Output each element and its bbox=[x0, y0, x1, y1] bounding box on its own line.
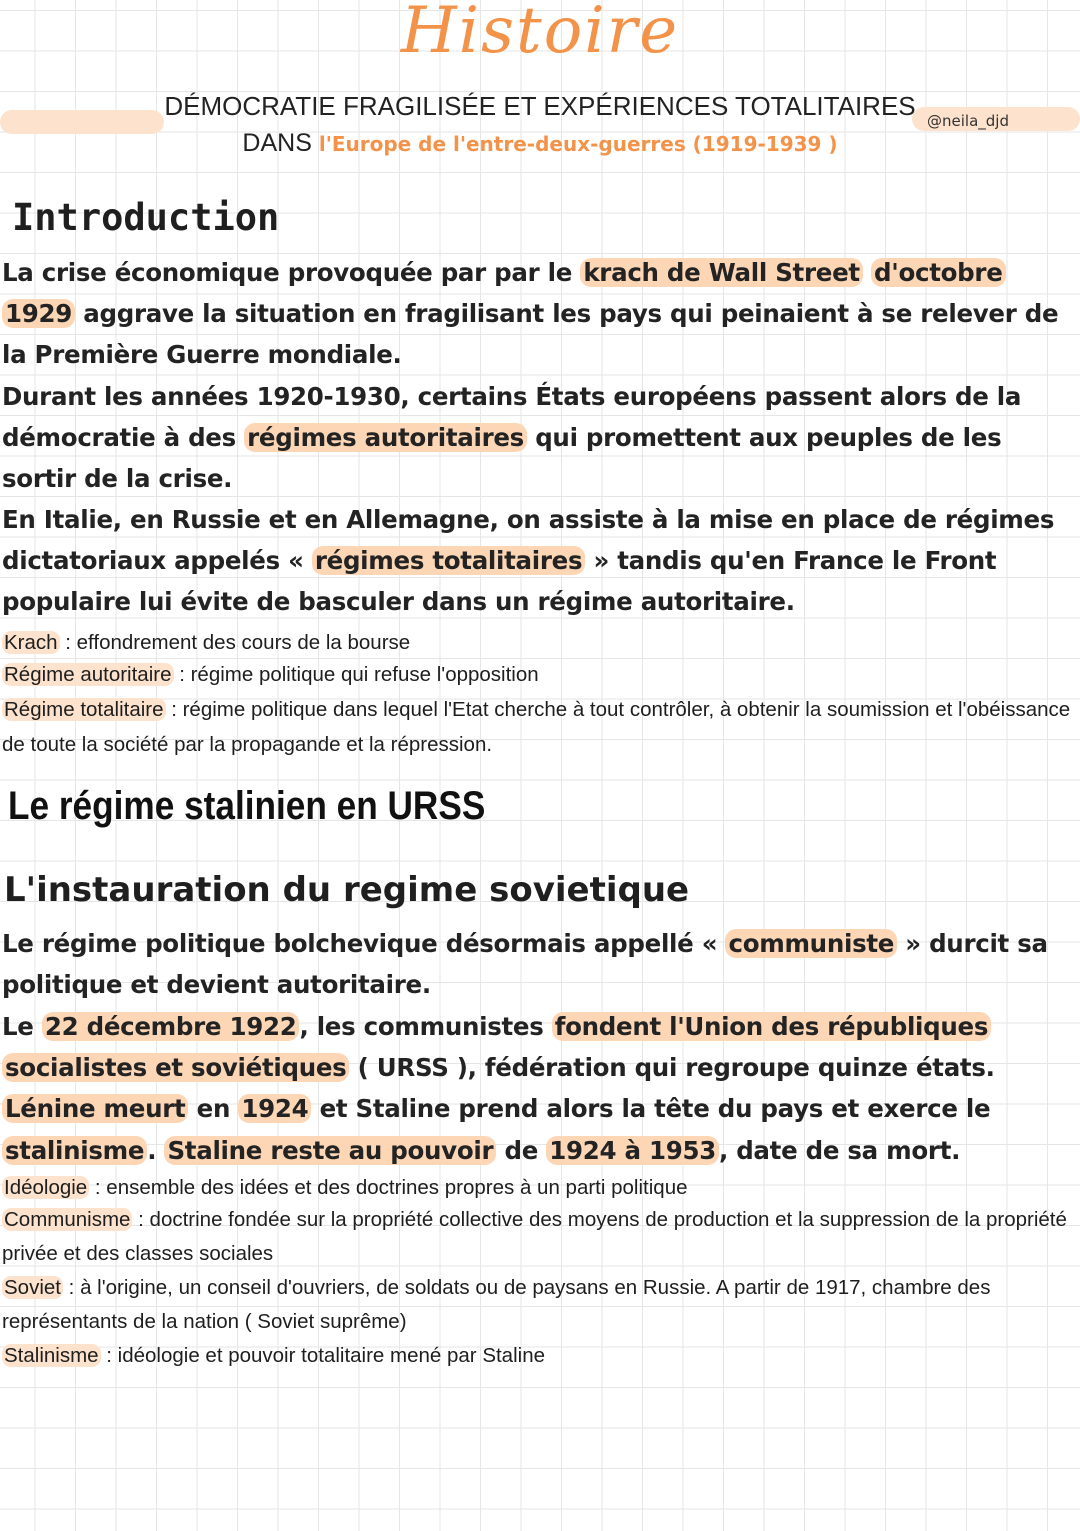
text: . bbox=[147, 1135, 165, 1165]
text: , date de sa mort. bbox=[718, 1135, 961, 1165]
definition-text: : régime politique qui refuse l'opposition bbox=[173, 663, 539, 686]
definition-term: Régime totalitaire bbox=[4, 698, 164, 721]
subtitle-accent: l'Europe de l'entre-deux-guerres (1919-1939 ) bbox=[318, 132, 838, 156]
intro-paragraph-3 bbox=[2, 499, 1077, 623]
definition-text: : à l'origine, un conseil d'ouvriers, de soldats ou de paysans en Russie. A partir de 1917, chambre des représentants de la nation ( Soviet suprême) bbox=[2, 1276, 991, 1333]
intro-paragraph-1 bbox=[2, 252, 1077, 376]
definition-term: Stalinisme bbox=[4, 1344, 99, 1367]
definition-regime-totalitaire bbox=[2, 692, 1072, 762]
highlight: 1924 à 1953 bbox=[546, 1136, 719, 1165]
highlight: 22 décembre 1922 bbox=[42, 1012, 300, 1041]
definition-ideologie bbox=[2, 1172, 1072, 1203]
urss-paragraph-2 bbox=[2, 1006, 1077, 1171]
section-heading-introduction: Introduction bbox=[12, 196, 280, 239]
subtitle-prefix: DANS bbox=[242, 129, 312, 157]
highlight: 1924 bbox=[238, 1094, 311, 1123]
page-title: Histoire bbox=[400, 0, 680, 68]
definition-term: Communisme bbox=[4, 1208, 131, 1231]
text: Durant les années 1920-1930, certains États européens passent alors de la démocratie à des bbox=[2, 382, 1022, 453]
definition-text: : effondrement des cours de la bourse bbox=[59, 631, 411, 654]
intro-paragraph-2 bbox=[2, 376, 1077, 500]
definition-stalinisme bbox=[2, 1339, 1072, 1373]
text: et Staline prend alors la tête du pays et exerce le bbox=[311, 1094, 991, 1124]
definition-krach bbox=[2, 628, 1072, 658]
text: en bbox=[188, 1094, 239, 1124]
highlight: Lénine meurt bbox=[2, 1094, 188, 1123]
definition-term: Krach bbox=[4, 631, 58, 654]
text: En Italie, en Russie et en Allemagne, on assiste à la mise en place de régimes dictatoriaux appelés « bbox=[2, 505, 1055, 576]
text: Le régime politique bolchevique désormais appellé « bbox=[2, 929, 726, 958]
section-heading-urss: Le régime stalinien en URSS bbox=[8, 784, 486, 828]
subtitle-line-2 bbox=[0, 129, 1080, 158]
author-handle: @neila_djd bbox=[927, 112, 1009, 130]
definition-term: Soviet bbox=[4, 1276, 61, 1299]
definition-communisme bbox=[2, 1203, 1072, 1271]
text: qui promettent aux peuples de les sortir de la crise. bbox=[2, 423, 1002, 494]
urss-definitions bbox=[2, 1172, 1072, 1373]
highlight: stalinisme bbox=[2, 1136, 147, 1165]
text: ( URSS ), fédération qui regroupe quinze états. bbox=[349, 1053, 995, 1083]
text: , les communistes bbox=[299, 1012, 552, 1041]
definition-soviet bbox=[2, 1271, 1072, 1339]
definition-text: : idéologie et pouvoir totalitaire mené par Staline bbox=[100, 1344, 545, 1367]
definition-text: : régime politique dans lequel l'Etat cherche à tout contrôler, à obtenir la soumission et l'obéissance de toute la société par la propagande et la répression. bbox=[2, 698, 1071, 756]
highlight: régimes autoritaires bbox=[244, 423, 527, 452]
highlight: krach de Wall Street bbox=[580, 258, 862, 287]
highlight: Staline reste au pouvoir bbox=[164, 1136, 496, 1165]
definition-regime-autoritaire bbox=[2, 658, 1072, 692]
definition-text: : ensemble des idées et des doctrines propres à un parti politique bbox=[89, 1176, 688, 1199]
subtitle-line-1: DÉMOCRATIE FRAGILISÉE ET EXPÉRIENCES TOTALITAIRES bbox=[164, 91, 916, 121]
intro-definitions bbox=[2, 628, 1072, 762]
text: Le bbox=[2, 1012, 42, 1041]
definition-text: : doctrine fondée sur la propriété collective des moyens de production et la suppression de la propriété privée et des classes sociales bbox=[2, 1208, 1067, 1265]
text: » tandis qu'en France le Front populaire lui évite de basculer dans un régime autoritaire. bbox=[2, 546, 997, 617]
text: » durcit sa politique et devient autoritaire. bbox=[2, 929, 1048, 1000]
text: aggrave la situation en fragilisant les pays qui peinaient à se relever de la Première Guerre mondiale. bbox=[2, 299, 1059, 370]
highlight: d'octobre 1929 bbox=[2, 258, 1006, 328]
definition-term: Régime autoritaire bbox=[4, 663, 172, 686]
definition-term: Idéologie bbox=[4, 1176, 88, 1199]
highlight: fondent l'Union des républiques socialistes et soviétiques bbox=[2, 1012, 991, 1082]
urss-paragraph-1 bbox=[2, 923, 1077, 1005]
subsection-heading: L'instauration du regime sovietique bbox=[4, 870, 690, 910]
text: de bbox=[496, 1135, 547, 1165]
text: La crise économique provoquée par par le bbox=[2, 258, 581, 287]
highlight: communiste bbox=[725, 929, 897, 958]
text bbox=[863, 258, 871, 287]
highlight: régimes totalitaires bbox=[312, 546, 585, 575]
